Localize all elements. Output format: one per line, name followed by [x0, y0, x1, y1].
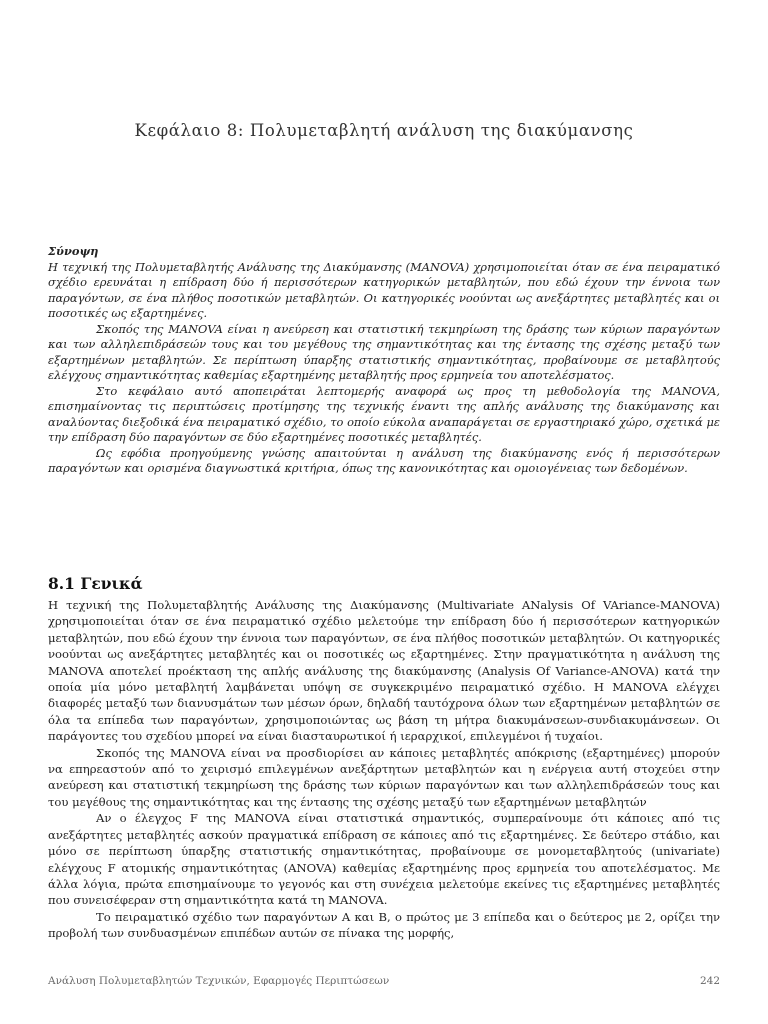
body-paragraph: Αν ο έλεγχος F της MANOVA είναι στατιστικά σημαντικός, συμπεραίνουμε ότι κάποιες από τις ανεξάρτητες μεταβλητές ασκούν πραγματικά επίδραση σε κάποιες από τις εξαρτημένες. Σε δεύτερο στάδιο, και μόνο σε περίπτωση ύπαρξης στατιστικής σημαντικότητας, προβαίνουμε σε μονομεταβλητούς (univariate) ελέγχους F ατομικής σημαντικότητας (ANOVA) καθεμίας εξαρτημένης προς ερμηνεία του αποτελέσματος. Με άλλα λόγια, πρώτα επισημαίνουμε το γεγονός και στη συνέχεια μελετούμε εκείνες τις εξαρτημένες μεταβλητές που συνεισέφεραν στη σημαντικότητα κατά τη MANOVA.	[48, 811, 720, 908]
body-paragraph: Το πειραματικό σχέδιο των παραγόντων A και B, ο πρώτος με 3 επίπεδα και ο δεύτερος με 2, ορίζει την προβολή των συνδυασμένων επιπέδων αυτών σε πίνακα της μορφής,	[48, 909, 720, 941]
summary-paragraph: Σκοπός της MANOVA είναι η ανεύρεση και στατιστική τεκμηρίωση της δράσης των κύριων παραγόντων και των αλληλεπιδράσεών τους και του μεγέθους της σημαντικότητας και της έντασης της σχέσης μεταξύ των εξαρτημένων μεταβλητών. Σε περίπτωση ύπαρξης στατιστικής σημαντικότητας, προβαίνουμε σε μεταβλητούς ελέγχους σημαντικότητας καθεμίας εξαρτημένης μεταβλητής προς ερμηνεία του αποτελέσματος.	[48, 321, 720, 382]
summary-paragraph: Ως εφόδια προηγούμενης γνώσης απαιτούνται η ανάλυση της διακύμανσης ενός ή περισσότερων παραγόντων και ορισμένα διαγνωστικά κριτήρια, όπως της κανονικότητας και ομοιογένειας των δεδομένων.	[48, 445, 720, 475]
body-paragraph: Σκοπός της MANOVA είναι να προσδιορίσει αν κάποιες μεταβλητές απόκρισης (εξαρτημένες) μπορούν να επηρεαστούν από το χειρισμό επιλεγμένων ανεξάρτητων μεταβλητών και η ενέργεια αυτή στοχεύει στην ανεύρεση και στατιστική τεκμηρίωση της δράσης των κύριων παραγόντων και των αλληλεπιδράσεών τους και του μεγέθους της σημαντικότητας και της έντασης της σχέσης μεταξύ των εξαρτημένων μεταβλητών	[48, 745, 720, 809]
body-paragraph: Η τεχνική της Πολυμεταβλητής Ανάλυσης της Διακύμανσης (Multivariate ANalysis Of VAriance-MANOVA) χρησιμοποιείται όταν σε ένα πειραματικό σχέδιο μελετούμε την επίδραση δύο ή περισσότερων κατηγορικών μεταβλητών, που εδώ έχουν την έννοια των παραγόντων, σε ένα πλήθος ποσοτικών μεταβλητών. Οι κατηγορικές νοούνται ως ανεξάρτητες μεταβλητές και οι ποσοτικές ως εξαρτημένες. Στην πραγματικότητα η ανάλυση της MANOVA αποτελεί προέκταση της απλής ανάλυσης της διακύμανσης (Analysis Of Variance-ANOVA) κατά την οποία μία μόνο μεταβλητή λαμβάνεται υπόψη σε συγκεκριμένο πειραματικό σχέδιο. Η MANOVA ελέγχει διαφορές μεταξύ των διανυσμάτων των μέσων όρων, δηλαδή ταυτόχρονα όλων των εξαρτημένων μεταβλητών σε όλα τα επίπεδα των παραγόντων, χρησιμοποιώντας ως βάση τη μήτρα διακυμάνσεων-συνδιακυμάνσεων. Οι παράγοντες του σχεδίου μπορεί να είναι διασταυρωτικοί ή ιεραρχικοί, επιλεγμένοι ή τυχαίοι.	[48, 598, 720, 744]
summary-label: Σύνοψη	[48, 244, 99, 258]
summary-paragraph: Η τεχνική της Πολυμεταβλητής Ανάλυσης της Διακύμανσης (MANOVA) χρησιμοποιείται όταν σε ένα πειραματικό σχέδιο ερευνάται η επίδραση δύο ή περισσότερων κατηγορικών μεταβλητών, που εδώ έχουν την έννοια των παραγόντων, σε ένα πλήθος ποσοτικών μεταβλητών. Οι κατηγορικές νοούνται ως ανεξάρτητες μεταβλητές και οι ποσοτικές ως εξαρτημένες.	[48, 259, 720, 320]
page-footer	[48, 975, 720, 987]
section-body	[48, 597, 720, 942]
section-title: 8.1 Γενικά	[48, 574, 143, 593]
chapter-title: Κεφάλαιο 8: Πολυμεταβλητή ανάλυση της διακύμανσης	[134, 121, 634, 140]
page-number: 242	[699, 975, 720, 987]
summary-block	[48, 244, 720, 477]
summary-paragraph: Στο κεφάλαιο αυτό αποπειράται λεπτομερής αναφορά ως προς τη μεθοδολογία της MANOVA, επισημαίνοντας τις περιπτώσεις προτίμησης της τεχνικής έναντι της απλής ανάλυσης της διακύμανσης και αναλύοντας διεξοδικά ένα πειραματικό σχέδιο, το οποίο εύκολα αναπαράγεται σε εργαστηριακό χώρο, σχετικά με την επίδραση δύο παραγόντων σε δύο εξαρτημένες ποσοτικές μεταβλητές.	[48, 383, 720, 444]
footer-book-title: Ανάλυση Πολυμεταβλητών Τεχνικών, Εφαρμογές Περιπτώσεων	[48, 975, 390, 987]
